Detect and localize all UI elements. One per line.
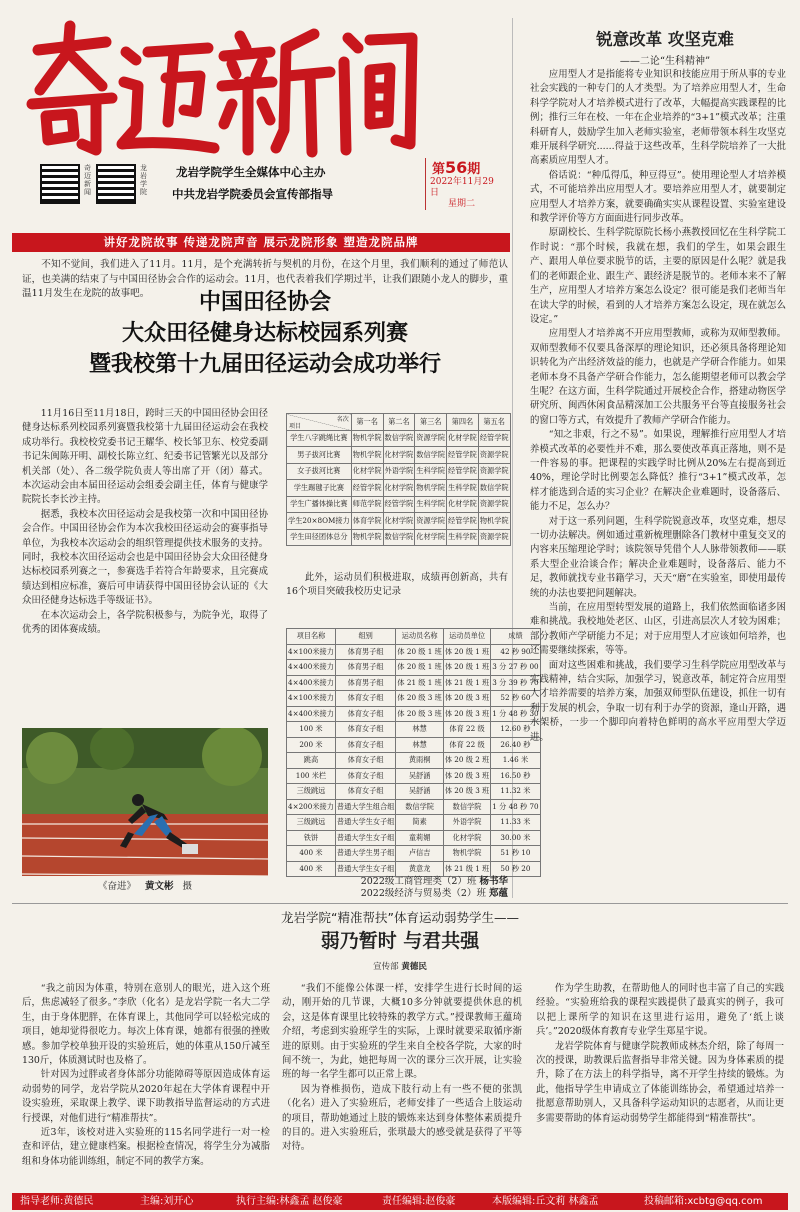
team-table-row-cell: 女子拔河比赛 [287,463,352,480]
team-table-row-cell: 学生广播体操比赛 [287,496,352,513]
team-table-row-cell: 化材学院 [415,529,447,546]
record-table-row-cell: 黄雨桐 [396,753,443,769]
team-table-row-cell: 资源学院 [478,529,510,546]
record-table-row-cell: 体 21 级 1 班 [396,675,443,691]
second-kicker: 龙岩学院“精准帮扶”体育运动弱势学生—— [281,910,519,925]
footer-exec: 执行主编:林鑫孟 赵俊豪 [236,1196,343,1207]
second-p1: “我之前因为体重，特别在意别人的眼光，进入这个班后，焦虑减轻了很多。”李欣（化名）是龙岩学院一名大二学生，由于身体肥胖，在体育课上，其他同学可以轻松完成的项目，她却觉得很吃力。每次上体育课，她都有很强的挫败感。参加学校单独开设的实验班后，她的体重从150斤减至130斤，体质测试时也及格了。 [22,983,270,1067]
photo-caption [22,878,268,892]
footer-layout: 本版编辑:丘文莉 林鑫孟 [492,1196,599,1207]
team-table-row-cell: 经管学院 [447,513,479,530]
team-table-col: 第四名 [447,414,479,431]
second-p2: 针对因为过胖或者身体部分功能障碍等原因造成体育运动弱势的同学，龙岩学院从2020年起在大学体育课程中开设实验班，采取课上教学、课下助教指导监督运动的方式进行授课，对他们进行“精准帮扶”。 [22,1069,270,1124]
qr-code-2[interactable] [96,164,136,204]
record-table-row [287,784,541,800]
intro-paragraph: 不知不觉间，我们进入了11月。11月，是个充满转折与契机的月份，在这个月里，我们顺利的通过了师范认证，也美满的结束了与中国田径协会合作的运动会。11月，也代表着我们学期过半，让我们跟随小龙人的脚步，重温11月发生在龙院的故事吧。 [22,259,508,299]
byline-1: 2022级工商管理类（2）班 杨书华 [360,876,508,887]
team-table-row-cell: 数信学院 [383,529,415,546]
qr-code-1[interactable] [40,164,80,204]
record-table-row-cell: 体 20 级 1 班 [396,644,443,660]
main-headline-line-3: 暨我校第十九届田径运动会成功举行 [88,352,441,377]
record-table-row-cell: 3 分 27 秒 00 [491,660,540,676]
record-table-row-cell: 数信学院 [443,799,490,815]
team-table-row-cell: 生科学院 [415,496,447,513]
team-table-row-cell: 数信学院 [383,430,415,447]
editorial-p3: 原副校长、生科学院原院长杨小燕教授回忆在生科学院工作时说：“那个时候，我就在想，我们的学生，如果会跟生产、跟用人单位要求脱节的话，主要的原因是什么呢？就是我们的老师跟企业、跟生产、跟经济是脱节的。老师本来不了解生产，应用型人才培养方案怎么设定？很可能是我们老师当年在读大学的时候，看到的人才培养方案怎么设定，现在就怎么设定。” [530,227,786,325]
record-table-row [287,675,541,691]
main-story-body [22,407,268,638]
record-table-row-cell: 体 20 级 1 班 [396,660,443,676]
team-table-row-cell: 化材学院 [383,447,415,464]
record-table-row-cell: 数信学院 [396,799,443,815]
record-table-col: 项目名称 [287,629,336,645]
team-table-row-cell: 资源学院 [478,463,510,480]
second-col-2 [282,982,522,1190]
footer-bar [12,1193,788,1210]
main-p3: 在本次运动会上，各学院积极参与，为院争光，取得了优秀的团体赛成绩。 [22,609,268,636]
record-table-row [287,830,541,846]
record-table-row-cell: 化材学院 [443,830,490,846]
record-table-row-cell: 黄意龙 [396,861,443,877]
record-table-row-cell: 体 20 级 3 班 [443,706,490,722]
main-p1: 11月16日至11月18日，跨时三天的中国田径协会田径健身达标系列校园系列赛暨我校第十九届田径运动会在我校成功举行。我校校党委书记王耀华、校长邹卫东、校党委副书记朱闽陈开明、副校长陈立红、纪委书记管繁光以及部分机关部（处）、各二级学院负责人等出席了开（闭）幕式。本次运动会由本届田径运动会组委会副主任，体育与健康学院院长李长沙主持。 [22,408,268,506]
byline-2: 2022级经济与贸易类（2）班 郑蕴 [360,888,508,899]
record-table-row-cell: 4×400米接力 [287,706,336,722]
record-table-row-cell: 4×400米接力 [287,660,336,676]
issue-date: 2022年11月29日 [430,177,494,198]
editorial-p5: “知之非艰，行之不易”。如果说，理解推行应用型人才培养模式改革的必要性并不难，那么要使改革真正落地，则不是一件容易的事。把课程的实践学时比例从20%左右提高到近40%，理论学时比例要怎么降低？推行“3+1”模式改革，怎样才能选到合适的实习企业？在解决企业难题时，设备落后、能力不足，怎么办？ [530,429,786,513]
record-table-row [287,722,541,738]
record-table-row-cell: 体 21 级 1 班 [443,675,490,691]
record-table-row-cell: 11.32 米 [491,784,540,800]
record-table-row-cell: 1 分 48 秒 70 [491,799,540,815]
record-table-row [287,644,541,660]
team-table-row-cell: 化材学院 [447,430,479,447]
editorial-p6: 对于这一系列问题，生科学院锐意改革，攻坚克难，想尽一切办法解决。例如通过重新梳理删除各门教材中重复交叉的内容来压缩理论学时；该院领导凭借个人人脉带领教师——联系大型企业洽谈合作；解决企业难题时，设备落后、能力不足，教师就找专业书籍学习，天天“磨”在实验室，即使用最传统的办法也要把问题解决。 [530,515,786,599]
team-table-row-cell: 学生田径团体总分 [287,529,352,546]
editorial-p7: 当前，在应用型转型发展的道路上，我们依然面临诸多困难和挑战。我校地处老区、山区，引进高层次人才较为困难；部分教师产学研能力不足；对于应用型人才应该如何培养，也还需要继续探索，等等。 [530,602,786,657]
photo-caption-suffix: 摄 [182,881,193,892]
main-p4: 此外，运动员们积极进取，成绩再创新高，共有16个项目突破我校历史记录 [286,572,508,598]
record-table-row [287,706,541,722]
record-table-row-cell: 普通大学生女子组 [335,815,396,831]
team-table-row-cell: 物机学院 [351,447,383,464]
record-table-row [287,799,541,815]
record-table-row-cell: 体 20 级 1 班 [443,644,490,660]
record-table-row-cell: 三级跳远 [287,784,336,800]
record-table-col: 组别 [335,629,396,645]
record-table-row-cell: 体 20 级 3 班 [396,706,443,722]
record-table-row-cell: 51 秒 10 [491,846,540,862]
record-table-row-cell: 12.60 秒 [491,722,540,738]
second-headline: 弱乃暂时 与君共强 [320,930,480,952]
record-table-row-cell: 体 21 级 1 班 [443,861,490,877]
team-table-row-cell: 化材学院 [383,480,415,497]
record-table-row-cell: 4×100米接力 [287,644,336,660]
team-table-row-cell: 化材学院 [383,513,415,530]
team-table-row-cell: 化材学院 [351,463,383,480]
record-table-row-cell: 体育女子组 [335,784,396,800]
record-table-row-cell: 体育男子组 [335,644,396,660]
record-table-col: 运动员单位 [443,629,490,645]
team-table-col: 第五名 [478,414,510,431]
record-table-row-cell: 卢信吉 [396,846,443,862]
editorial-subtitle: ——二论“生科精神” [619,56,711,67]
record-table-row [287,691,541,707]
second-p3: 近3年，该校对进入实验班的115名同学进行一对一检查和评估，建立健康档案。根据检查情况，将学生分为减脂组和身体功能训练组，制定不同的教学方案。 [22,1127,270,1167]
record-table-row-cell: 4×200米接力 [287,799,336,815]
record-table-row [287,815,541,831]
host-unit: 龙岩学院学生全媒体中心主办 [176,165,326,179]
record-table-row-cell: 童莉媚 [396,830,443,846]
record-table-row-cell: 简素 [396,815,443,831]
record-table-row-cell: 普通大学生组合组 [335,799,396,815]
photo-caption-title: 《奋进》 [97,881,136,892]
issue-box [425,158,496,210]
team-table-row [287,513,511,530]
record-table-row-cell: 吴舒涵 [396,768,443,784]
record-table-row-cell: 普通大学生男子组 [335,846,396,862]
team-table-row-cell: 数信学院 [415,447,447,464]
record-table-row [287,660,541,676]
record-table-row-cell: 三级跳远 [287,815,336,831]
team-table-row-cell: 资源学院 [478,496,510,513]
team-table-col: 第二名 [383,414,415,431]
photo-caption-author: 黄文彬 [144,881,174,892]
team-table-row-cell: 物机学院 [415,480,447,497]
team-table-row-cell: 师范学院 [351,496,383,513]
record-table-row-cell: 体育女子组 [335,737,396,753]
record-table-row-cell: 100 米 [287,722,336,738]
record-table-row-cell: 体 20 级 2 班 [443,753,490,769]
editorial-title: 锐意改革 攻坚克难 [596,30,734,49]
team-table-row-cell: 体育学院 [351,513,383,530]
record-table-row-cell: 吴舒涵 [396,784,443,800]
footer-chief: 主编:刘开心 [140,1196,194,1207]
record-table-row-cell: 26.40 秒 [491,737,540,753]
section-divider [12,903,788,904]
record-table-row [287,861,541,877]
record-table-row-cell: 体育男子组 [335,660,396,676]
team-table-row-cell: 学生20×8OM接力 [287,513,352,530]
record-table-row-cell: 体育 22 级 [443,737,490,753]
second-col-1 [22,982,270,1190]
record-table-row-cell: 跳高 [287,753,336,769]
team-table-row [287,463,511,480]
record-table-row-cell: 4×100米接力 [287,691,336,707]
record-table-row-cell: 铁饼 [287,830,336,846]
main-headline-line-2: 大众田径健身达标校园系列赛 [121,321,408,346]
record-table-row-cell: 11.33 米 [491,815,540,831]
record-table-row-cell: 16.50 秒 [491,768,540,784]
record-table-row-cell: 林慧 [396,722,443,738]
team-table-row-cell: 资源学院 [415,430,447,447]
team-table-row-cell: 经管学院 [383,496,415,513]
team-results-table [286,413,511,546]
team-table-row-cell: 经管学院 [447,447,479,464]
record-table-row-cell: 体育女子组 [335,722,396,738]
record-table-row-cell: 30.00 米 [491,830,540,846]
qr-caption-1: 奇迈新闻 [84,164,91,196]
record-table-row-cell: 3 分 39 秒 70 [491,675,540,691]
team-table-row-cell: 生科学院 [447,480,479,497]
team-table-row-cell: 经管学院 [478,430,510,447]
record-table-row-cell: 体育女子组 [335,768,396,784]
team-table-row-cell: 物机学院 [351,529,383,546]
team-table-row [287,496,511,513]
record-table-row [287,753,541,769]
record-table-col: 成绩 [491,629,540,645]
record-table-row-cell: 50 秒 20 [491,861,540,877]
editorial-p8: 面对这些困难和挑战，我们要学习生科学院应用型改革与实践精神，结合实际，加强学习，锐意改革，制定符合应用型人才培养需要的培养方案，加强双师型队伍建设，抓住一切有利于发展的机会，争取一切有利于办学的资源，逢山开路，遇水架桥，一步一个脚印向着特色鲜明的高水平应用型大学迈进。 [530,659,786,743]
record-table-row-cell: 体育男子组 [335,675,396,691]
record-table-row-cell: 体育女子组 [335,753,396,769]
record-table-row-cell: 体 20 级 3 班 [396,691,443,707]
team-table-row-cell: 资源学院 [415,513,447,530]
record-table-row-cell: 42 秒 90 [491,644,540,660]
team-table-header [287,414,511,431]
masthead-logo [18,12,423,162]
main-bylines [300,876,508,900]
record-table-row [287,846,541,862]
record-table [286,628,541,877]
team-table-row-cell: 物机学院 [478,513,510,530]
record-table-row-cell: 林慧 [396,737,443,753]
editorial-p2: 俗话说：“种瓜得瓜，种豆得豆”。使用理论型人才培养模式，不可能培养出应用型人才。要培养应用型人才，就要制定应用型人才培养方案，就要确确实实从课程设置、实验室建设和教学评价等方方面面进行同步改革。 [530,169,786,225]
second-p4: “我们不能像公体课一样，安排学生进行长时间的运动，刚开始的几节课，大概10多分钟就要提供休息的机会，这是体育课里比较特殊的教学方式。”授课教师王蘊琦介绍，考虑到实验班学生的实际，上课时就要采取循序渐进的原则。由于实验班的学生来自全校各学院，大家的时间不统一，为此，她把每周一次的课分三次开展，让实验班的每一名学生都可以正常上课。 [282,983,522,1081]
second-p6: 作为学生助教，在帮助他人的同时也丰富了自己的实践经验。“实验班给我的课程实践提供了最真实的例子，我可以把上课所学的知识在这里进行运用，避免了‘纸上谈兵’。”2020级体育教育专业学生郑星宇说。 [536,983,784,1038]
team-table-row-cell: 外语学院 [383,463,415,480]
record-table-row-cell: 1 分 48 秒 30 [491,706,540,722]
second-col-3 [536,982,784,1190]
team-table-corner: 名次 项目 [287,414,352,431]
issue-weekday: 星期二 [448,199,476,209]
record-table-row-cell: 体 20 级 3 班 [443,691,490,707]
record-table-row-cell: 体 20 级 3 班 [443,768,490,784]
main-headline-line-1: 中国田径协会 [198,290,331,315]
team-table-row [287,430,511,447]
record-table-row-cell: 4×400米接力 [287,675,336,691]
record-table-col: 运动员名称 [396,629,443,645]
athlete-photo [22,728,268,876]
record-table-row-cell: 物机学院 [443,846,490,862]
record-table-row [287,768,541,784]
team-table-row-cell: 化材学院 [447,496,479,513]
record-table-header [287,629,541,645]
team-table-col: 第三名 [415,414,447,431]
team-table-row-cell: 经管学院 [447,463,479,480]
record-table-row-cell: 1.46 米 [491,753,540,769]
record-table-row-cell: 200 米 [287,737,336,753]
record-table-row [287,737,541,753]
record-table-row-cell: 普通大学生女子组 [335,830,396,846]
record-table-row-cell: 400 米 [287,861,336,877]
record-table-row-cell: 体育 22 级 [443,722,490,738]
second-p5: 因为脊椎损伤，造成下肢行动上有一些不便的张凯（化名）进入了实验班后，老师安排了一些适合上肢运动的项目，帮助她通过上肢的锻炼来达到身体整体素质提升的目的。进入实验班后，张琪最大的感受就是获得了平等对待。 [282,1083,522,1153]
record-table-row-cell: 体育女子组 [335,691,396,707]
guide-unit: 中共龙岩学院委员会宣传部指导 [172,187,333,201]
team-table-row-cell: 学生踢毽子比赛 [287,480,352,497]
editorial-p1: 应用型人才是指能将专业知识和技能应用于所从事的专业社会实践的一种专门的人才类型。为了培养应用型人才，生命科学学院对人才培养模式进行了改革，大幅提高实践课程的比例；推行三年在校、一年在企业培养的“3+1”模式改革；注重科研育人，鼓励学生加入老师实验室，老师带领本科生攻坚克难开展科学研究......得益于这些改革，生科学院培养了一大批高素质应用型人才。 [530,69,786,167]
team-table-row [287,480,511,497]
second-byline: 宣传部 黄德民 [373,962,427,972]
footer-email[interactable]: 投稿邮箱:xcbtg@qq.com [644,1196,763,1207]
slogan-bar: 讲好龙院故事 传递龙院声音 展示龙院形象 塑造龙院品牌 [12,233,510,252]
footer-resp: 责任编辑:赵俊豪 [382,1196,456,1207]
record-table-row-cell: 体育女子组 [335,706,396,722]
team-table-row-cell: 数信学院 [478,480,510,497]
record-table-row-cell: 外语学院 [443,815,490,831]
team-table-row-cell: 物机学院 [351,430,383,447]
main-p2: 据悉，我校本次田径运动会是我校第一次和中国田径协会合作。中国田径协会作为本次我校田径运动会的赛事指导单位，为我校本次运动会的组织管理提供技术服务的支持。同时，我校本次田径运动会也是中国田径协会大众田径健身达标校园系列赛之一，参赛选手若符合年龄要求，且完赛成绩达到相应标准，赛后可申请获得中国田径协会认证的《大众田径健身达标选手等级证书》。 [22,508,268,607]
record-table-row-cell: 普通大学生女子组 [335,861,396,877]
record-table-row-cell: 体 20 级 3 班 [443,784,490,800]
team-table-row [287,447,511,464]
second-p7: 龙岩学院体育与健康学院教师成林杰介绍，除了每周一次的授课，助教课后监督指导非常关键。因为身体素质的提升，除了在方法上的科学指导，离不开学生持续的锻炼。为此，他指导学生申请成立了体能训练协会，希望通过培养一批愿意帮助别人，又具备科学运动知识的志愿者，从而让更多需要帮助的体育运动弱势学生都能得到“精准帮扶”。 [536,1040,784,1124]
record-table-row-cell: 100 米栏 [287,768,336,784]
footer-advisor: 指导老师:黄德民 [20,1196,94,1207]
editorial-body [530,68,786,745]
team-table-col: 第一名 [351,414,383,431]
record-table-row-cell: 52 秒 60 [491,691,540,707]
main-headline [20,287,510,380]
record-table-row-cell: 体 20 级 1 班 [443,660,490,676]
team-table-row-cell: 经管学院 [351,480,383,497]
team-table-row-cell: 资源学院 [478,447,510,464]
team-table-row-cell: 学生八字跳绳比赛 [287,430,352,447]
team-table-row [287,529,511,546]
team-table-row-cell: 生科学院 [447,529,479,546]
team-table-row-cell: 男子拔河比赛 [287,447,352,464]
team-table-row-cell: 生科学院 [415,463,447,480]
record-table-row-cell: 400 米 [287,846,336,862]
editorial-p4: 应用型人才培养离不开应用型教师，或称为双师型教师。双师型教师不仅要具备深厚的理论知识，还必须具备将理论知识转化为产出经济效益的能力，也就是产学研合作能力。如果老师本身不具备产学研合作能力，怎么能期望老师可以教会学生呢？在这方面，生科学院通过开展校企合作，搭建动物医学研究所、闽西休闲食品精深加工公共服务平台等直接服务社会的窗口等方式，有效提升了教师产学研合作能力。 [530,328,786,426]
qr-caption-2: 龙岩学院 [140,164,147,196]
masthead-logo-text: 奇迈新闻 [18,12,22,13]
issue-number: 第56期 [432,158,481,177]
